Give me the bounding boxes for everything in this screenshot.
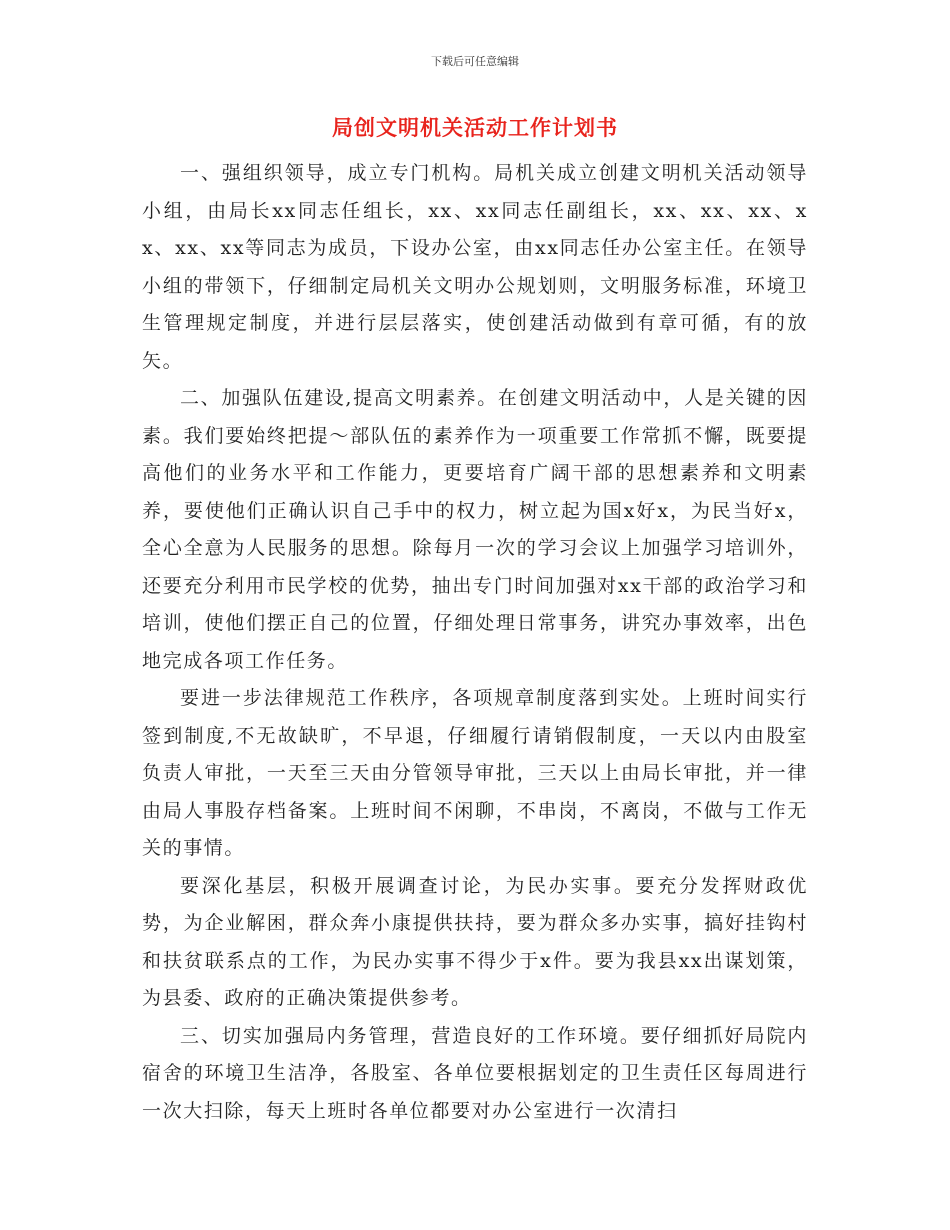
- paragraph-5: 三、切实加强局内务管理，营造良好的工作环境。要仔细抓好局院内宿舍的环境卫生洁净，各股室、各单位要根据划定的卫生责任区每周进行一次大扫除，每天上班时各单位都要对办公室进行一次清扫: [142, 1024, 808, 1122]
- document-body: [142, 155, 808, 1130]
- paragraph-3: 要进一步法律规范工作秩序，各项规章制度落到实处。上班时间实行签到制度,不无故缺旷，不早退，仔细履行请销假制度，一天以内由股室负责人审批，一天至三天由分管领导审批，三天以上由局长审批，并一律由局人事股存档备案。上班时间不闲聊，不串岗，不离岗，不做与工作无关的事情。: [142, 687, 808, 859]
- document-title: 局创文明机关活动工作计划书: [332, 116, 618, 140]
- paragraph-1: 一、强组织领导，成立专门机构。局机关成立创建文明机关活动领导小组，由局长xx同志任组长，xx、xx同志任副组长，xx、xx、xx、xx、xx、xx等同志为成员，下设办公室，由xx同志任办公室主任。在领导小组的带领下，仔细制定局机关文明办公规划则，文明服务标准，环境卫生管理规定制度，并进行层层落实，使创建活动做到有章可循，有的放矢。: [142, 162, 808, 372]
- paragraph-4: 要深化基层，积极开展调查讨论，为民办实事。要充分发挥财政优势，为企业解困，群众奔小康提供扶持，要为群众多办实事，搞好挂钩村和扶贫联系点的工作，为民办实事不得少于x件。要为我县xx出谋划策，为县委、政府的正确决策提供参考。: [142, 874, 808, 1009]
- paragraph-2: 二、加强队伍建设,提高文明素养。在创建文明活动中，人是关键的因素。我们要始终把提～部队伍的素养作为一项重要工作常抓不懈，既要提高他们的业务水平和工作能力，更要培育广阔干部的思想素养和文明素养，要使他们正确认识自己手中的权力，树立起为国x好x，为民当好x，全心全意为人民服务的思想。除每月一次的学习会议上加强学习培训外，还要充分利用市民学校的优势，抽出专门时间加强对xx干部的政治学习和培训，使他们摆正自己的位置，仔细处理日常事务，讲究办事效率，出色地完成各项工作任务。: [142, 387, 808, 672]
- header-note: 下载后可任意编辑: [431, 55, 519, 68]
